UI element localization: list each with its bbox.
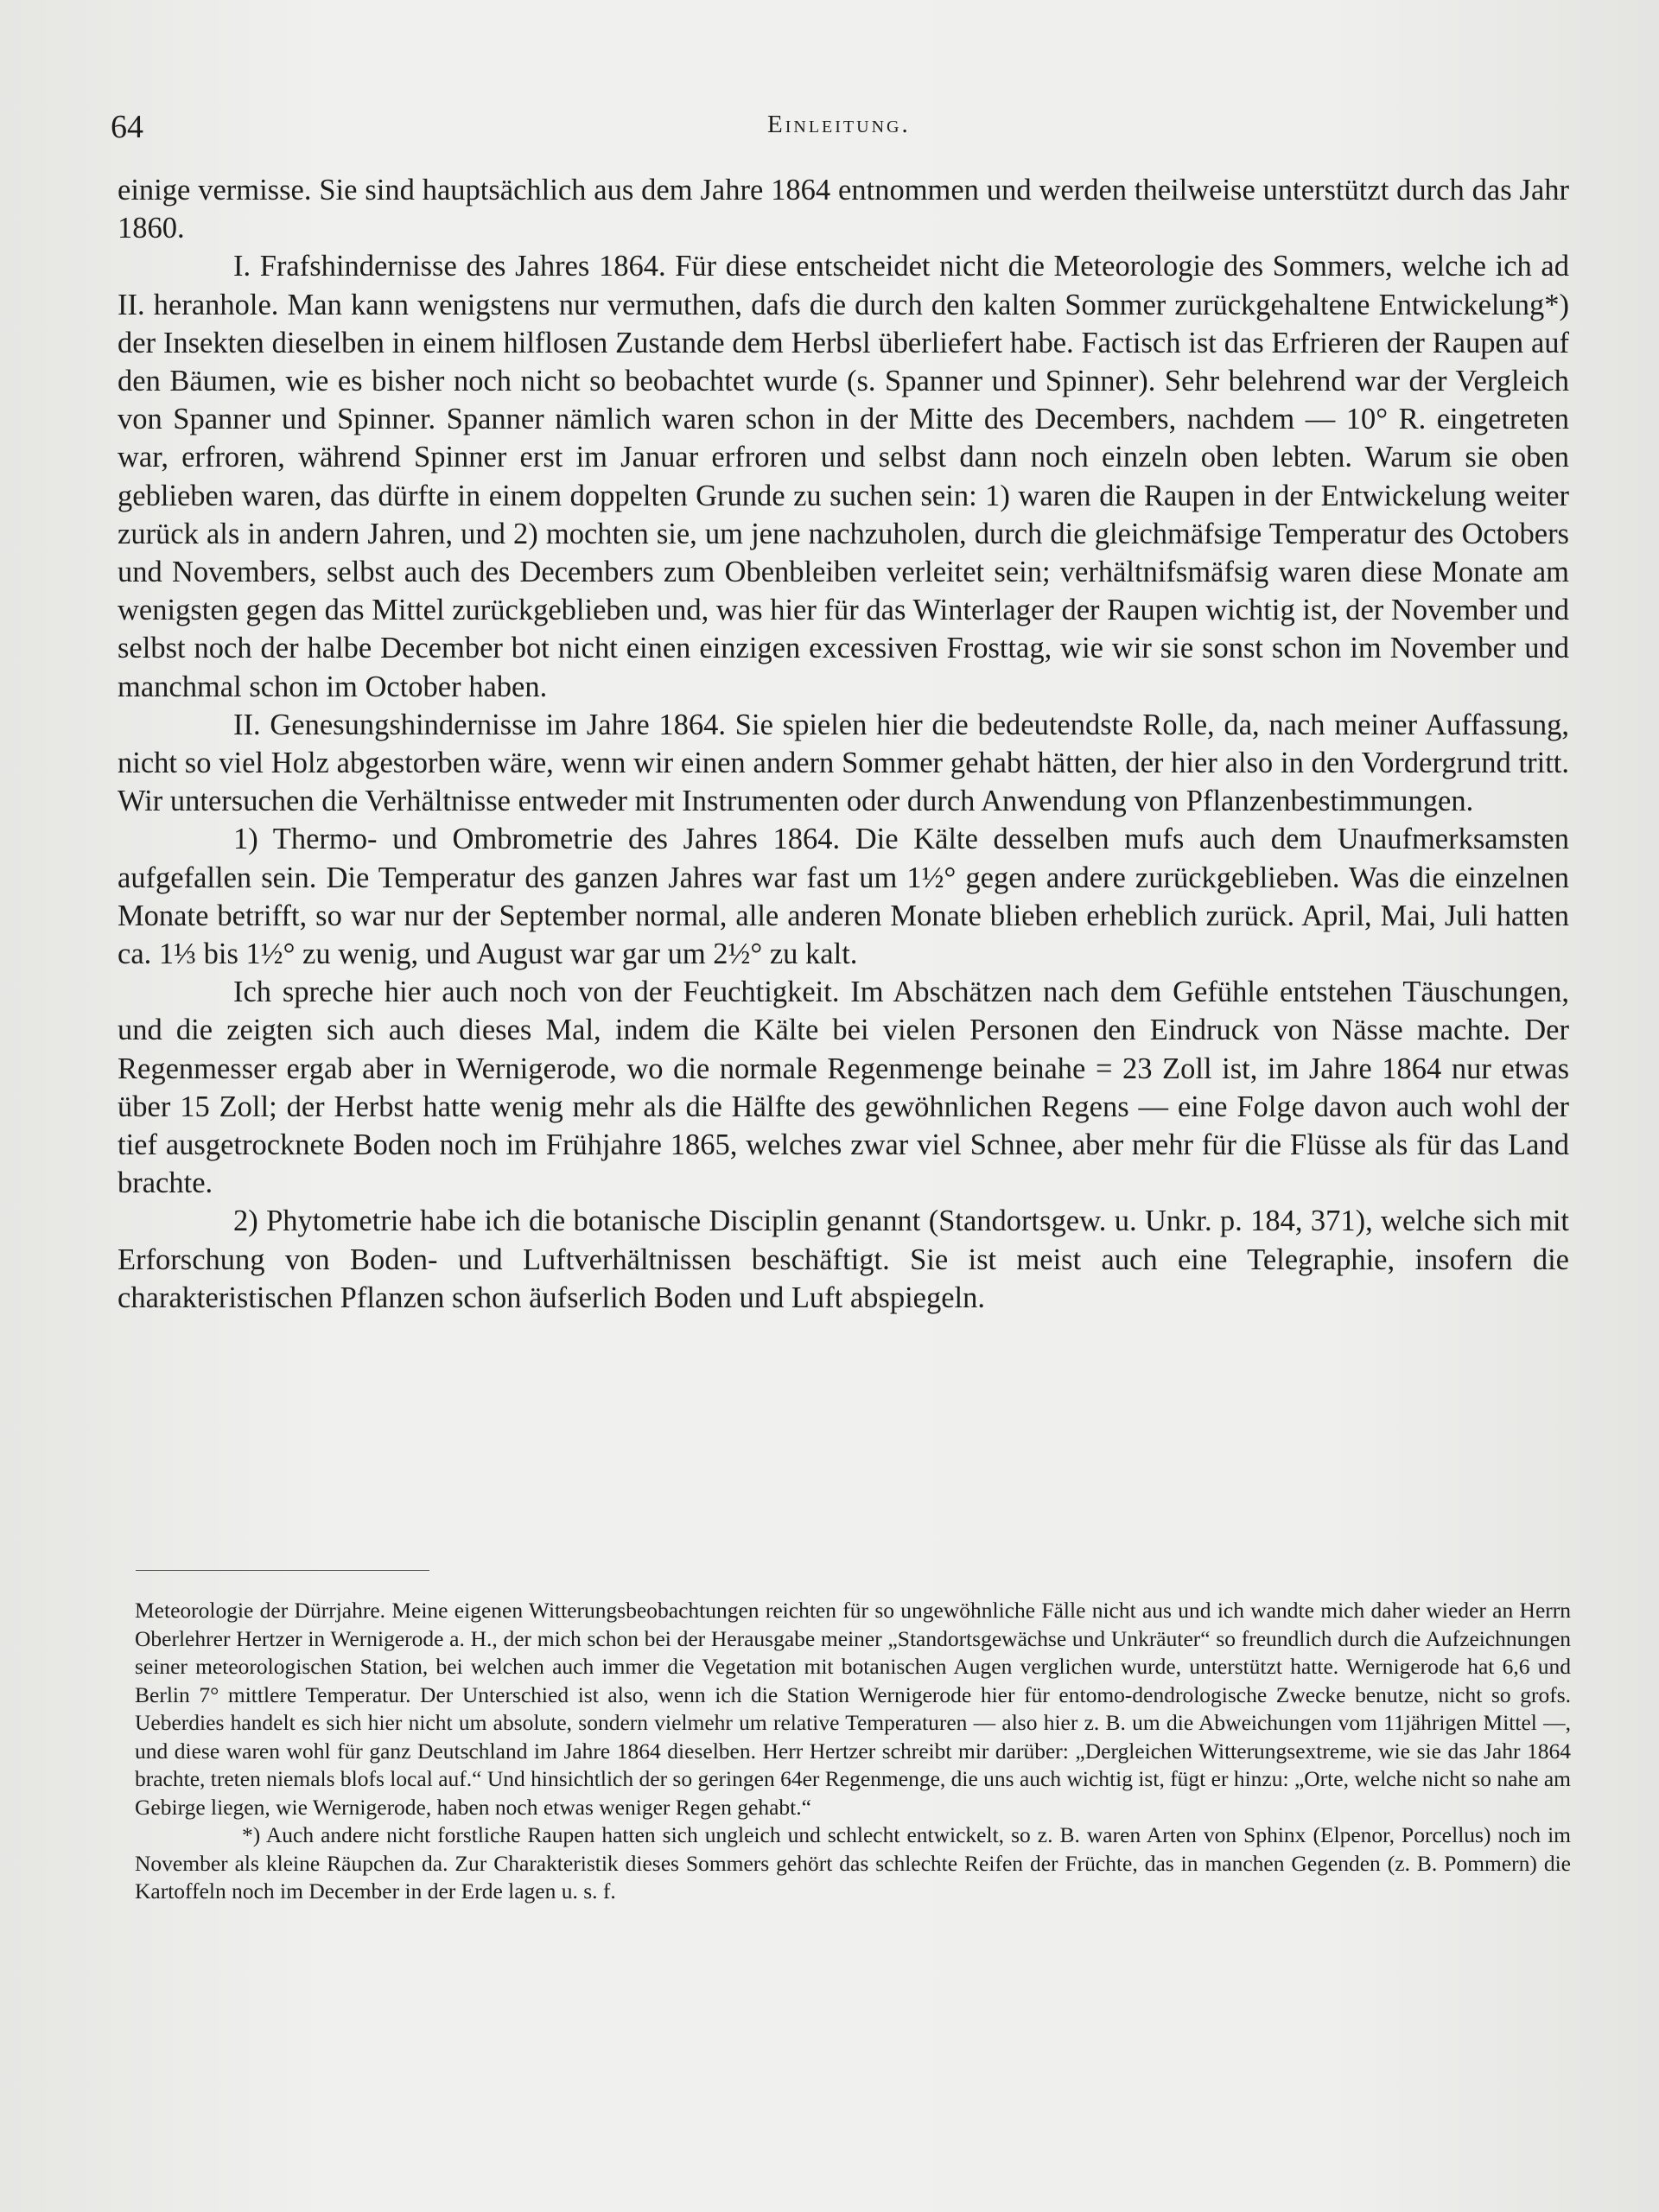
running-title: Einleitung. <box>767 111 911 138</box>
footnotes <box>135 1597 1571 1906</box>
paragraph-continuation: einige vermisse. Sie sind hauptsächlich aus dem Jahre 1864 entnommen und werden theilweise unterstützt durch das Jahr 1860. <box>118 174 1569 245</box>
paragraph-frass-hindernisse: I. Frafshindernisse des Jahres 1864. Für diese entscheidet nicht die Meteorologie des Sommers, welche ich ad II. heranhole. Man kann wenigstens nur vermuthen, dafs die durch den kalten Sommer zurückgehaltene Entwickelung*) der Insekten dieselben in einem hilflosen Zustande dem Herbsl überliefert habe. Factisch ist das Erfrieren der Raupen auf den Bäumen, wie es bisher noch nicht so beobachtet wurde (s. Spanner und Spinner). Sehr belehrend war der Vergleich von Spanner und Spinner. Spanner nämlich waren schon in der Mitte des Decembers, nachdem — 10° R. eingetreten war, erfroren, während Spinner erst im Januar erfroren und selbst dann noch einzeln oben lebten. Warum sie oben geblieben waren, das dürfte in einem doppelten Grunde zu suchen sein: 1) waren die Raupen in der Entwickelung weiter zurück als in andern Jahren, und 2) mochten sie, um jene nachzuholen, durch die gleichmäfsige Temperatur des Octobers und Novembers, selbst auch des Decembers zum Obenbleiben verleitet sein; verhältnifsmäfsig waren diese Monate am wenigsten gegen das Mittel zurückgeblieben und, was hier für das Winterlager der Raupen wichtig ist, der November und selbst noch der halbe December bot nicht einen einzigen excessiven Frosttag, wie wir sie sonst schon im November und manchmal schon im October haben. <box>118 250 1569 703</box>
main-text <box>118 171 1569 1317</box>
footnote-meteorologie: Meteorologie der Dürrjahre. Meine eigenen Witterungsbeobachtungen reichten für so ungewöhnliche Fälle nicht aus und ich wandte mich daher wieder an Herrn Oberlehrer Hertzer in Wernigerode a. H., der mich schon bei der Herausgabe meiner „Standortsgewächse und Unkräuter“ so freundlich durch die Aufzeichnungen seiner meteorologischen Station, bei welchen auch immer die Vegetation mit botanischen Augen verglichen wurde, unterstützt hatte. Wernigerode hat 6,6 und Berlin 7° mittlere Temperatur. Der Unterschied ist also, wenn ich die Station Wernigerode hier für entomo-dendrologische Zwecke benutze, nicht so grofs. Ueberdies handelt es sich hier nicht um absolute, sondern vielmehr um relative Temperaturen — also hier z. B. um die Abweichungen vom 11jährigen Mittel —, und diese waren wohl für ganz Deutschland im Jahre 1864 dieselben. Herr Hertzer schreibt mir darüber: „Dergleichen Witterungsextreme, wie sie das Jahr 1864 brachte, treten niemals blofs local auf.“ Und hinsichtlich der so geringen 64er Regenmenge, die uns auch wichtig ist, fügt er hinzu: „Orte, welche nicht so nahe am Gebirge liegen, wie Wernigerode, haben noch etwas weniger Regen gehabt.“ <box>135 1598 1571 1820</box>
running-head <box>111 108 1571 151</box>
paragraph-genesungs-hindernisse: II. Genesungshindernisse im Jahre 1864. Sie spielen hier die bedeutendste Rolle, da, nach meiner Auffassung, nicht so viel Holz abgestorben wäre, wenn wir einen andern Sommer gehabt hätten, der hier also in den Vordergrund tritt. Wir untersuchen die Verhältnisse entweder mit Instrumenten oder durch Anwendung von Pflanzenbestimmungen. <box>118 708 1569 818</box>
footnote-asterisk: *) Auch andere nicht forstliche Raupen hatten sich ungleich und schlecht entwickelt, so z. B. waren Arten von Sphinx (Elpenor, Porcellus) noch im November als kleine Räupchen da. Zur Charakteristik dieses Sommers gehört das schlechte Reifen der Früchte, das in manchen Gegenden (z. B. Pommern) die Kartoffeln noch im December in der Erde lagen u. s. f. <box>135 1822 1571 1904</box>
page-number: 64 <box>111 109 143 145</box>
footnote-divider <box>136 1570 429 1571</box>
paragraph-thermo-ombrometrie: 1) Thermo- und Ombrometrie des Jahres 1864. Die Kälte desselben mufs auch dem Unaufmerksamsten aufgefallen sein. Die Temperatur des ganzen Jahres war fast um 1½° gegen andere zurückgeblieben. Was die einzelnen Monate betrifft, so war nur der September normal, alle anderen Monate blieben erheblich zurück. April, Mai, Juli hatten ca. 1⅓ bis 1½° zu wenig, und August war gar um 2½° zu kalt. <box>118 823 1569 971</box>
paragraph-phytometrie: 2) Phytometrie habe ich die botanische Disciplin genannt (Standortsgew. u. Unkr. p. 184, 371), welche sich mit Erforschung von Boden- und Luftverhältnissen beschäftigt. Sie ist meist auch eine Telegraphie, insofern die charakteristischen Pflanzen schon äufserlich Boden und Luft abspiegeln. <box>118 1205 1569 1314</box>
paragraph-feuchtigkeit: Ich spreche hier auch noch von der Feuchtigkeit. Im Abschätzen nach dem Gefühle entstehen Täuschungen, und die zeigten sich auch dieses Mal, indem die Kälte bei vielen Personen den Eindruck von Nässe machte. Der Regenmesser ergab aber in Wernigerode, wo die normale Regenmenge beinahe = 23 Zoll ist, im Jahre 1864 nur etwas über 15 Zoll; der Herbst hatte wenig mehr als die Hälfte des gewöhnlichen Regens — eine Folge davon auch wohl der tief ausgetrocknete Boden noch im Frühjahre 1865, welches zwar viel Schnee, aber mehr für die Flüsse als für das Land brachte. <box>118 976 1569 1200</box>
